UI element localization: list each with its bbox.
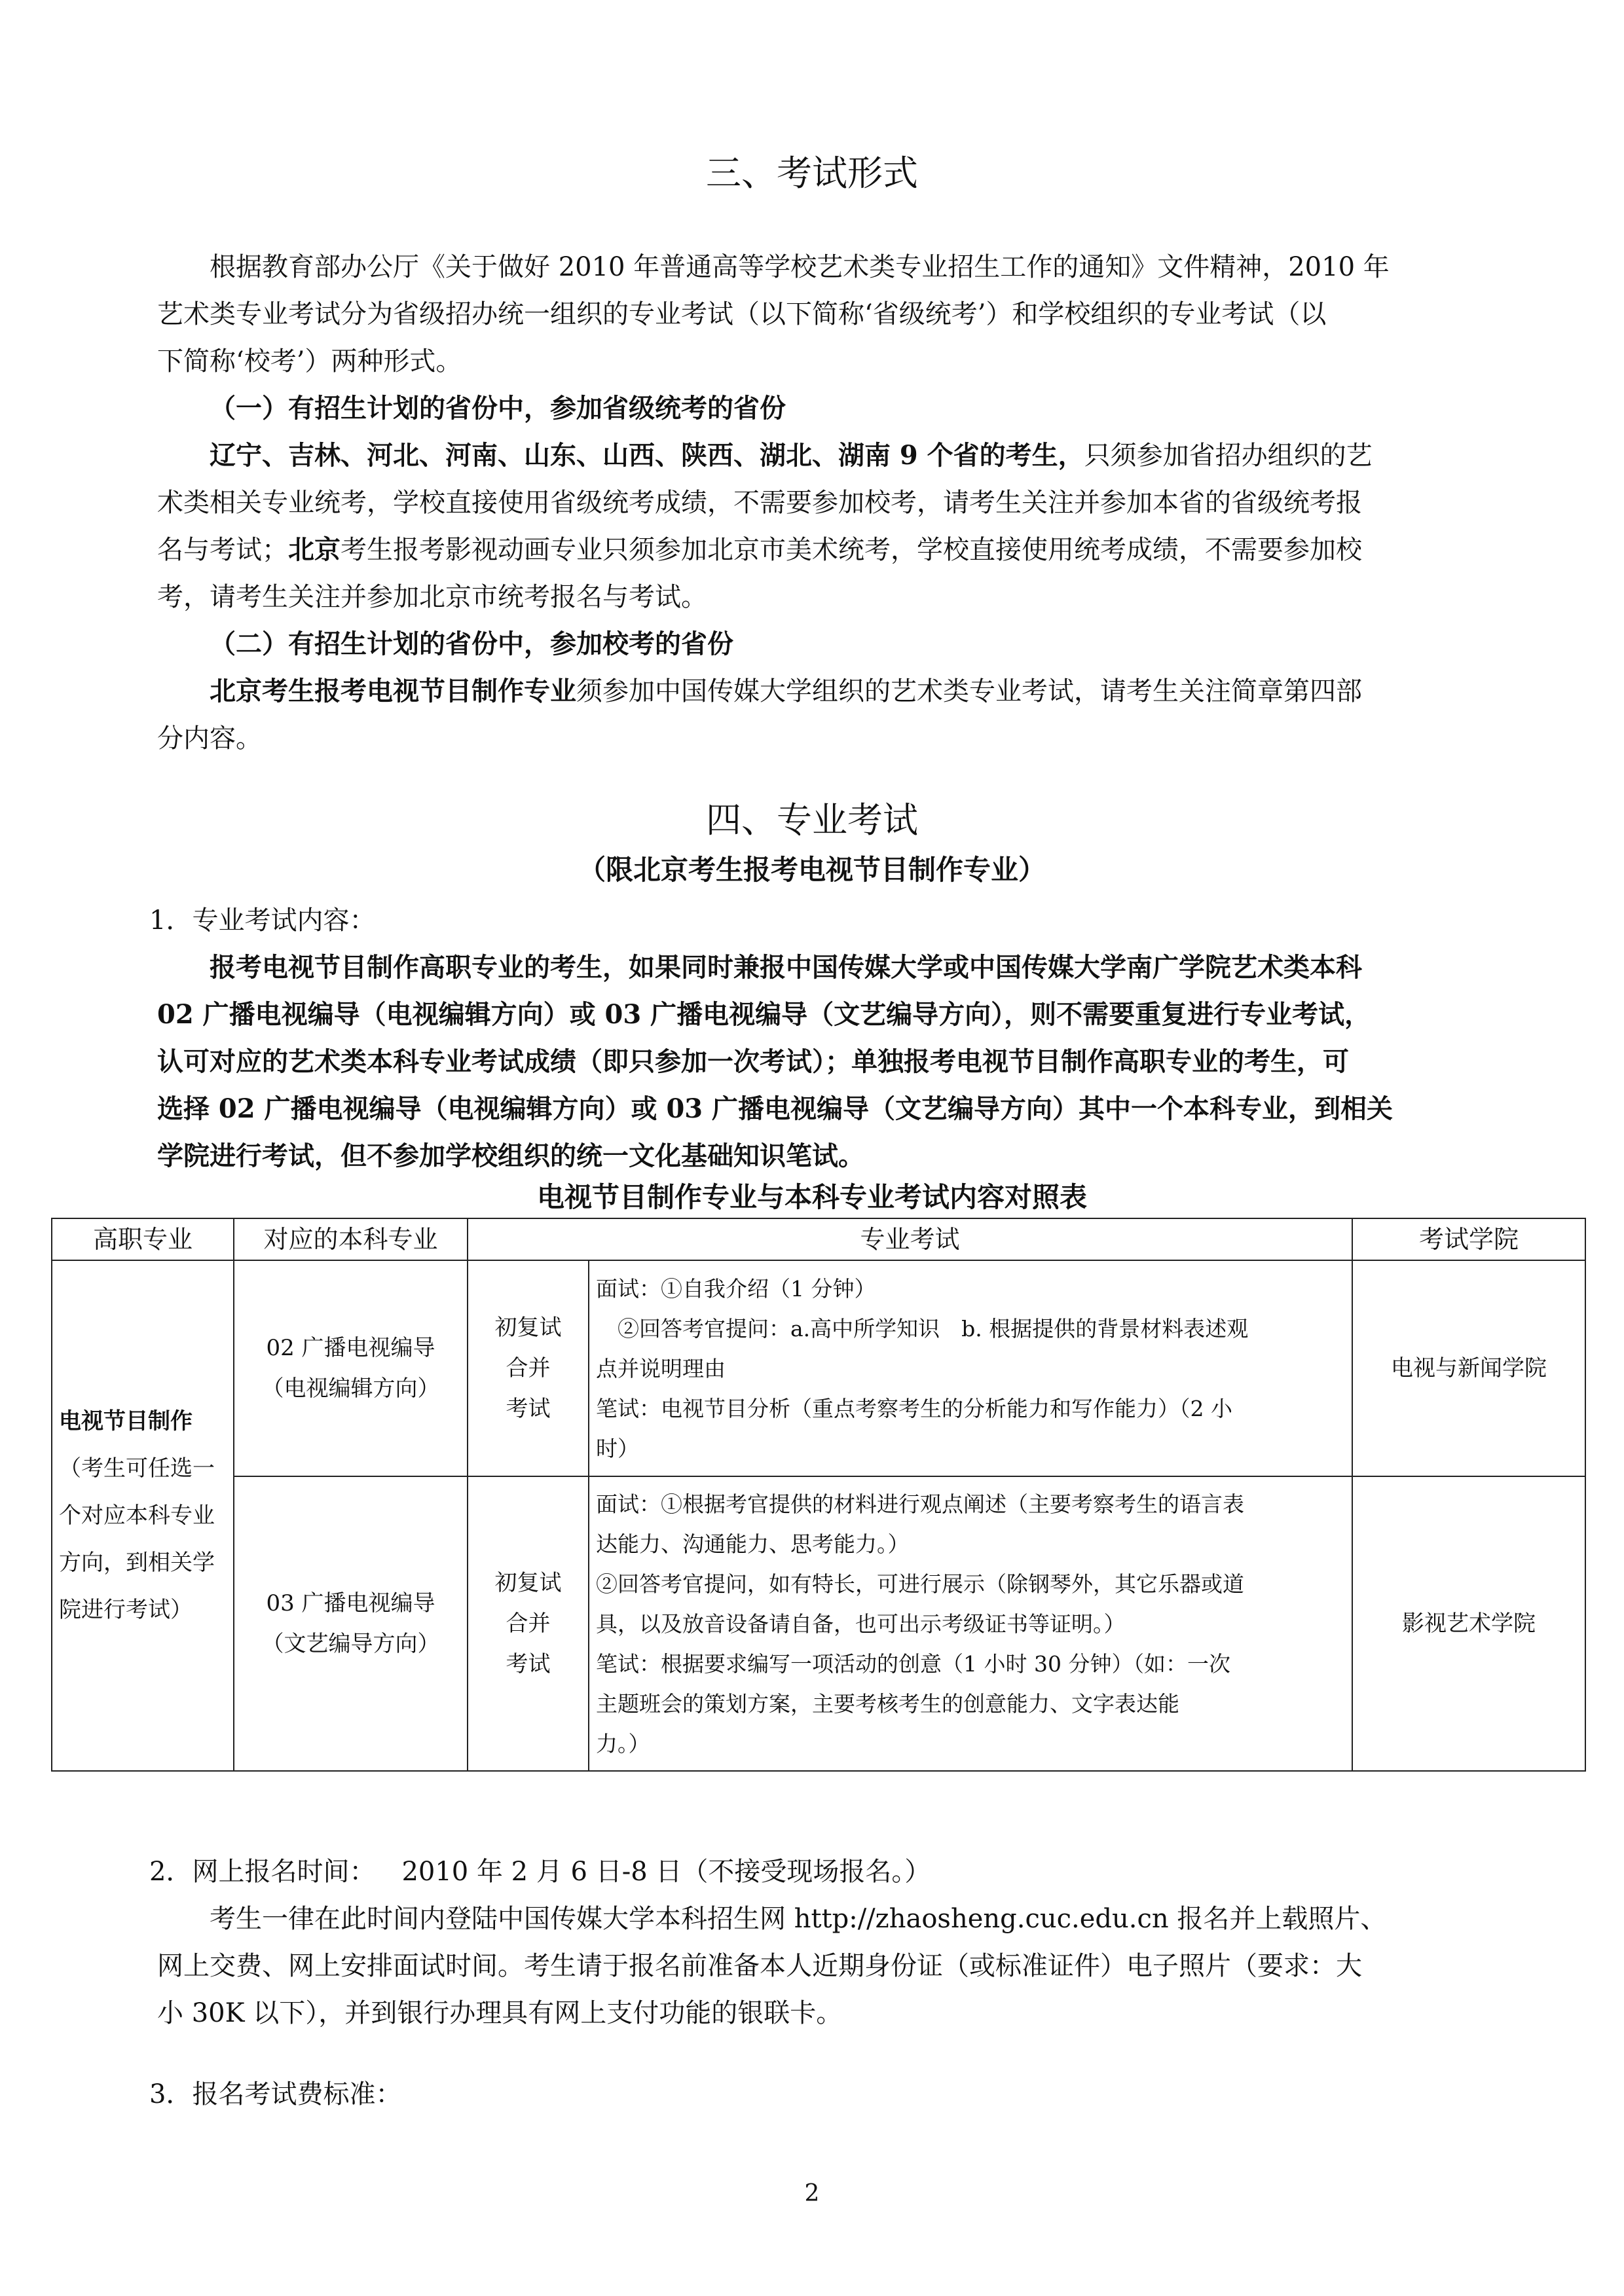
exam-line: 力。） [596,1730,650,1757]
sub1-line-3-pre: 名与考试； [157,535,288,565]
benke-major-cell [234,1476,468,1771]
stage-line: 初复试 [494,1570,562,1596]
item2-date: 2010 年 2 月 6 日-8 日（不接受现场报名。） [401,1857,931,1887]
item1-line-4: 选择 02 广播电视编导（电视编辑方向）或 03 广播电视编导（文艺编导方向）其中一个本科专业，到相关 [157,1093,1393,1124]
gaozhi-note: （考生可任选一个对应本科专业方向，到相关学院进行考试） [59,1455,215,1623]
exam-line: 主题班会的策划方案，主要考核考生的创意能力、文字表达能 [596,1690,1179,1717]
benke-major-line-1: 03 广播电视编导 [266,1590,435,1616]
exam-content-cell [589,1260,1352,1476]
item3-block [149,2071,1479,2118]
item1-line-5: 学院进行考试，但不参加学校组织的统一文化基础知识笔试。 [157,1140,864,1171]
benke-major-line-2: （电视编辑方向） [261,1376,440,1402]
stage-line: 合并 [506,1611,551,1637]
college-cell: 影视艺术学院 [1352,1476,1585,1771]
exam-line: 笔试：电视节目分析（重点考察考生的分析能力和写作能力）（2 小 [596,1395,1232,1421]
exam-line: 面试：①根据考官提供的材料进行观点阐述（主要考察考生的语言表 [596,1491,1244,1517]
section4-title: 四、专业考试 [706,799,918,841]
exam-content-cell [589,1476,1352,1771]
college-cell: 电视与新闻学院 [1352,1260,1585,1476]
sub2-line-2: 分内容。 [157,723,262,754]
item2-label: 2．网上报名时间： [149,1857,376,1887]
benke-major-line-1: 02 广播电视编导 [266,1335,435,1361]
intro-line-2: 艺术类专业考试分为省级招办统一组织的专业考试（以下简称‘省级统考’）和学校组织的专业考试（以 [157,299,1327,329]
sub1-line-3-rest: 考生报考影视动画专业只须参加北京市美术统考，学校直接使用统考成绩，不需要参加校 [341,535,1362,565]
header-benke: 对应的本科专业 [234,1218,468,1260]
gaozhi-cell [52,1260,234,1771]
benke-major-line-2: （文艺编导方向） [261,1631,440,1657]
stage-cell [468,1476,589,1771]
item2-heading-line [149,1848,1479,1895]
exam-line: 点并说明理由 [596,1355,726,1381]
header-exam: 专业考试 [468,1218,1352,1260]
exam-line: 笔试：根据要求编写一项活动的创意（1 小时 30 分钟）（如：一次 [596,1650,1230,1677]
exam-line: ②回答考官提问：a.高中所学知识 b. 根据提供的背景材料表述观 [596,1315,1249,1341]
exam-line: 时） [596,1435,639,1461]
item3-label: 3．报名考试费标准： [149,2079,402,2109]
sub1-line-3-bold: 北京 [288,534,341,565]
intro-line-3: 下简称‘校考’）两种形式。 [157,346,462,376]
exam-line: 具，以及放音设备请自备，也可出示考级证书等证明。） [596,1611,1126,1637]
sub2-bold: 北京考生报考电视节目制作专业 [210,676,576,706]
item1-label: 1．专业考试内容： [149,905,376,936]
sub1-line-2: 术类相关专业统考，学校直接使用省级统考成绩，不需要参加校考，请考生关注并参加本省的省级统考报 [157,488,1362,518]
table-header-row [52,1218,1585,1260]
table-row [52,1260,1585,1476]
exam-line: 面试：①自我介绍（1 分钟） [596,1275,876,1302]
section4-subtitle: （限北京考生报考电视节目制作专业） [578,854,1046,886]
header-gaozhi: 高职专业 [52,1218,234,1260]
gaozhi-major: 电视节目制作 [59,1408,193,1434]
item1-block [149,897,1479,1180]
table-title: 电视节目制作专业与本科专业考试内容对照表 [536,1181,1087,1213]
section3-title: 三、考试形式 [706,153,918,194]
sub2-line-1-rest: 须参加中国传媒大学组织的艺术类专业考试，请考生关注简章第四部 [576,676,1362,706]
table-row [52,1476,1585,1771]
comparison-table [51,1218,1586,1772]
item2-block [149,1848,1479,2037]
stage-line: 合并 [506,1355,551,1381]
stage-line: 考试 [506,1651,551,1677]
sub1-provinces: 辽宁、吉林、河北、河南、山东、山西、陕西、湖北、湖南 9 个省的考生， [210,440,1084,471]
stage-line: 初复试 [494,1315,562,1341]
item2-line-1: 考生一律在此时间内登陆中国传媒大学本科招生网 http://zhaosheng.cuc.edu.cn 报名并上载照片、 [210,1904,1387,1934]
item1-line-1: 报考电视节目制作高职专业的考生，如果同时兼报中国传媒大学或中国传媒大学南广学院艺术类本科 [210,952,1362,983]
sub1-heading: （一）有招生计划的省份中，参加省级统考的省份 [210,393,786,424]
stage-line: 考试 [506,1396,551,1422]
sub1-line-3 [157,526,1486,574]
header-college: 考试学院 [1352,1218,1585,1260]
sub2-line-1 [157,668,1486,715]
sub1-line-1 [157,432,1486,479]
intro-line-1: 根据教育部办公厅《关于做好 2010 年普通高等学校艺术类专业招生工作的通知》文件精神，2010 年 [210,252,1390,282]
section3-intro [157,244,1486,762]
sub1-line-1-rest: 只须参加省招办组织的艺 [1084,441,1373,471]
item1-line-2: 02 广播电视编导（电视编辑方向）或 03 广播电视编导（文艺编导方向），则不需要重复进行专业考试， [157,999,1371,1030]
item2-line-3: 小 30K 以下），并到银行办理具有网上支付功能的银联卡。 [157,1998,843,2028]
page-number: 2 [804,2180,820,2207]
exam-line: ②回答考官提问，如有特长，可进行展示（除钢琴外，其它乐器或道 [596,1571,1244,1597]
exam-line: 达能力、沟通能力、思考能力。） [596,1531,910,1557]
item1-line-3: 认可对应的艺术类本科专业考试成绩（即只参加一次考试）；单独报考电视节目制作高职专业的考生，可 [157,1046,1349,1077]
sub1-line-4: 考，请考生关注并参加北京市统考报名与考试。 [157,582,707,612]
sub2-heading: （二）有招生计划的省份中，参加校考的省份 [210,629,733,659]
stage-cell [468,1260,589,1476]
benke-major-cell [234,1260,468,1476]
item2-line-2: 网上交费、网上安排面试时间。考生请于报名前准备本人近期身份证（或标准证件）电子照片（要求：大 [157,1951,1362,1981]
